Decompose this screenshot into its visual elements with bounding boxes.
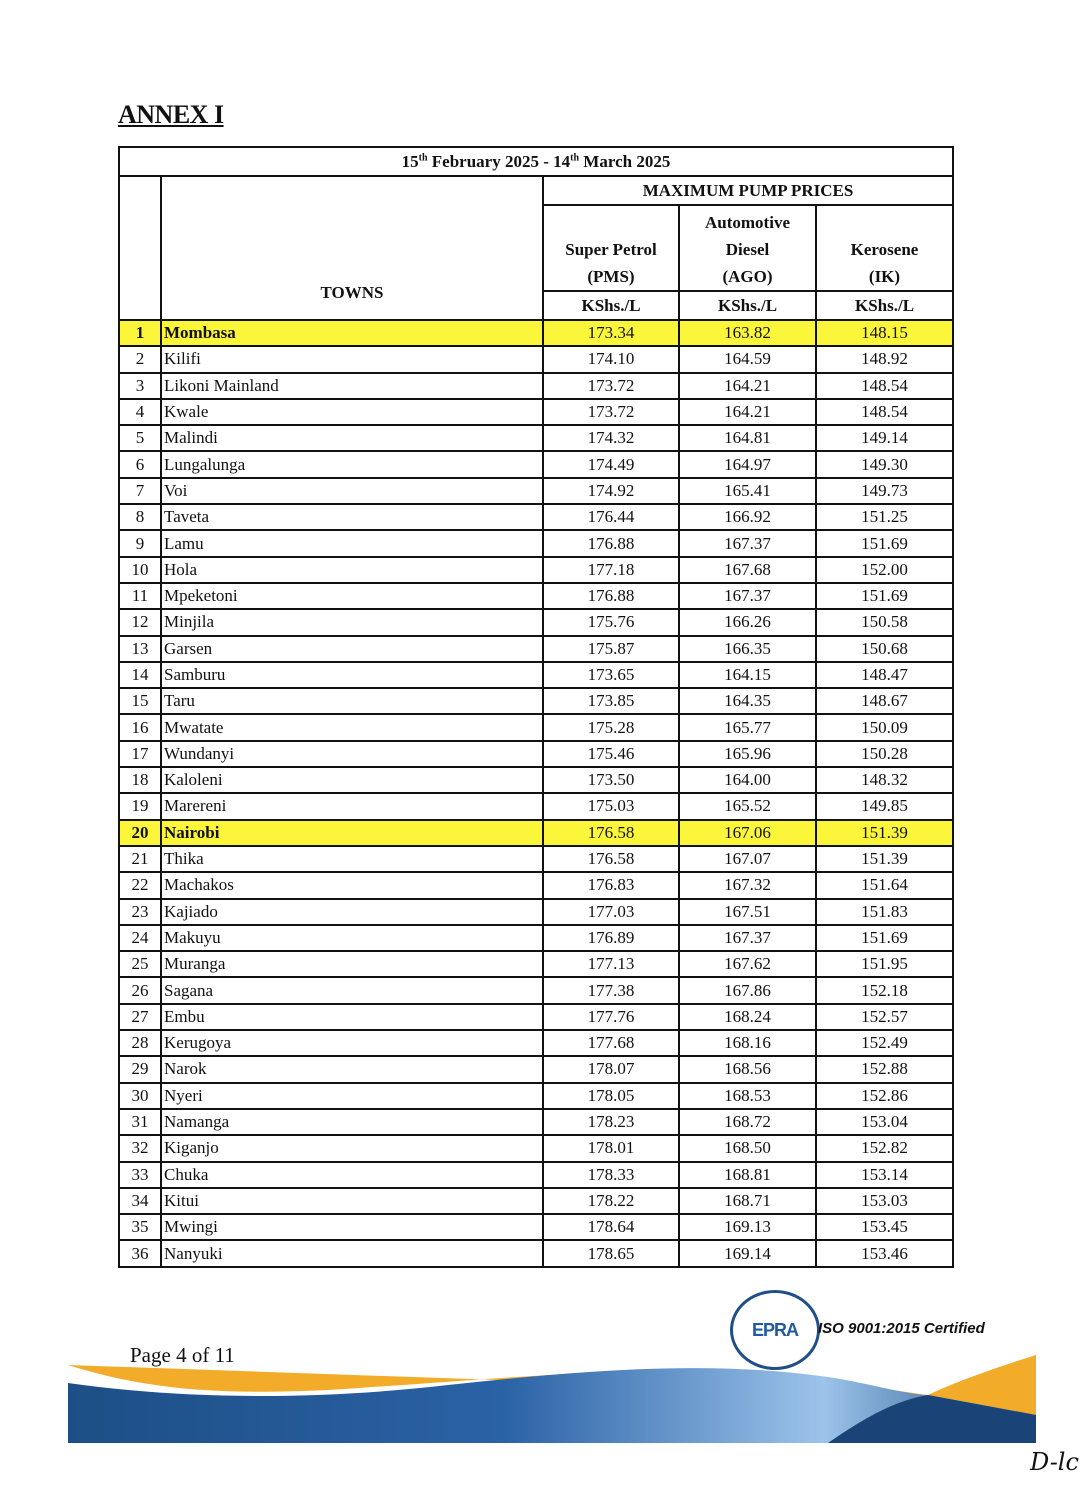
row-number: 31 <box>119 1109 161 1135</box>
town-name: Kajiado <box>161 899 543 925</box>
pms-price: 177.03 <box>543 899 679 925</box>
ik-price: 151.69 <box>816 925 953 951</box>
pms-price: 175.28 <box>543 714 679 740</box>
town-name: Likoni Mainland <box>161 373 543 399</box>
table-row <box>119 925 953 951</box>
table-row <box>119 1109 953 1135</box>
ago-price: 167.06 <box>679 820 816 846</box>
ago-price: 167.37 <box>679 925 816 951</box>
table-row <box>119 478 953 504</box>
towns-header: TOWNS <box>161 176 543 320</box>
ago-price: 168.81 <box>679 1162 816 1188</box>
ik-unit: KShs./L <box>816 291 953 320</box>
ago-price: 168.24 <box>679 1004 816 1030</box>
row-number: 34 <box>119 1188 161 1214</box>
row-number: 21 <box>119 846 161 872</box>
town-name: Nairobi <box>161 820 543 846</box>
pms-price: 178.22 <box>543 1188 679 1214</box>
pms-price: 176.58 <box>543 846 679 872</box>
ago-price: 164.15 <box>679 662 816 688</box>
ik-price: 151.39 <box>816 820 953 846</box>
table-row <box>119 741 953 767</box>
pms-price: 176.44 <box>543 504 679 530</box>
town-name: Marereni <box>161 793 543 819</box>
period-header: 15th February 2025 - 14th March 2025 <box>119 147 953 176</box>
row-number: 7 <box>119 478 161 504</box>
ik-price: 151.69 <box>816 530 953 556</box>
row-number: 25 <box>119 951 161 977</box>
ik-price: 149.14 <box>816 425 953 451</box>
row-number: 24 <box>119 925 161 951</box>
ik-price: 148.54 <box>816 373 953 399</box>
pms-price: 173.72 <box>543 399 679 425</box>
town-name: Kitui <box>161 1188 543 1214</box>
town-name: Kerugoya <box>161 1030 543 1056</box>
pms-price: 178.05 <box>543 1083 679 1109</box>
number-header <box>119 176 161 320</box>
ago-price: 167.62 <box>679 951 816 977</box>
pms-price: 173.34 <box>543 320 679 346</box>
row-number: 33 <box>119 1162 161 1188</box>
town-name: Machakos <box>161 872 543 898</box>
row-number: 22 <box>119 872 161 898</box>
ik-price: 152.00 <box>816 557 953 583</box>
max-pump-prices-header: MAXIMUM PUMP PRICES <box>543 176 953 205</box>
pms-price: 178.64 <box>543 1214 679 1240</box>
table-row <box>119 1240 953 1266</box>
ik-price: 152.57 <box>816 1004 953 1030</box>
table-row <box>119 714 953 740</box>
pms-price: 175.76 <box>543 609 679 635</box>
ik-price: 152.86 <box>816 1083 953 1109</box>
ik-price: 152.88 <box>816 1056 953 1082</box>
town-name: Embu <box>161 1004 543 1030</box>
table-row <box>119 1188 953 1214</box>
ik-price: 153.45 <box>816 1214 953 1240</box>
ago-unit: KShs./L <box>679 291 816 320</box>
town-name: Kilifi <box>161 346 543 372</box>
ik-price: 150.68 <box>816 636 953 662</box>
table-row <box>119 688 953 714</box>
town-name: Nanyuki <box>161 1240 543 1266</box>
table-row <box>119 504 953 530</box>
ago-price: 166.92 <box>679 504 816 530</box>
pms-price: 173.50 <box>543 767 679 793</box>
table-row <box>119 609 953 635</box>
town-name: Minjila <box>161 609 543 635</box>
pms-unit: KShs./L <box>543 291 679 320</box>
ik-price: 151.39 <box>816 846 953 872</box>
row-number: 35 <box>119 1214 161 1240</box>
ago-price: 167.07 <box>679 846 816 872</box>
row-number: 8 <box>119 504 161 530</box>
town-name: Makuyu <box>161 925 543 951</box>
ik-price: 151.25 <box>816 504 953 530</box>
pms-price: 174.32 <box>543 425 679 451</box>
town-name: Kaloleni <box>161 767 543 793</box>
ago-price: 167.37 <box>679 583 816 609</box>
row-number: 10 <box>119 557 161 583</box>
table-row <box>119 1162 953 1188</box>
ik-price: 152.49 <box>816 1030 953 1056</box>
ago-price: 167.86 <box>679 977 816 1003</box>
table-row <box>119 451 953 477</box>
town-name: Sagana <box>161 977 543 1003</box>
ago-price: 166.26 <box>679 609 816 635</box>
row-number: 9 <box>119 530 161 556</box>
town-name: Garsen <box>161 636 543 662</box>
ago-price: 168.56 <box>679 1056 816 1082</box>
row-number: 20 <box>119 820 161 846</box>
town-name: Chuka <box>161 1162 543 1188</box>
page-number: Page 4 of 11 <box>130 1343 235 1367</box>
ik-price: 153.14 <box>816 1162 953 1188</box>
table-row <box>119 346 953 372</box>
town-name: Muranga <box>161 951 543 977</box>
ik-price: 151.64 <box>816 872 953 898</box>
pms-price: 178.33 <box>543 1162 679 1188</box>
ik-price: 150.09 <box>816 714 953 740</box>
ik-price: 151.83 <box>816 899 953 925</box>
ik-price: 149.85 <box>816 793 953 819</box>
table-row <box>119 1030 953 1056</box>
pms-price: 176.88 <box>543 530 679 556</box>
ago-price: 167.32 <box>679 872 816 898</box>
ik-price: 148.32 <box>816 767 953 793</box>
pms-price: 178.07 <box>543 1056 679 1082</box>
pms-price: 177.18 <box>543 557 679 583</box>
ago-price: 165.77 <box>679 714 816 740</box>
ik-price: 149.30 <box>816 451 953 477</box>
pms-price: 174.92 <box>543 478 679 504</box>
row-number: 14 <box>119 662 161 688</box>
pms-price: 177.13 <box>543 951 679 977</box>
ago-price: 164.81 <box>679 425 816 451</box>
row-number: 3 <box>119 373 161 399</box>
table-row <box>119 662 953 688</box>
ik-price: 153.04 <box>816 1109 953 1135</box>
pms-price: 176.58 <box>543 820 679 846</box>
pms-price: 175.87 <box>543 636 679 662</box>
town-name: Voi <box>161 478 543 504</box>
ago-price: 168.72 <box>679 1109 816 1135</box>
ago-price: 164.35 <box>679 688 816 714</box>
ago-price: 167.37 <box>679 530 816 556</box>
table-row <box>119 1056 953 1082</box>
handwritten-initials: D-lc <box>1030 1448 1079 1476</box>
ik-price: 151.69 <box>816 583 953 609</box>
row-number: 1 <box>119 320 161 346</box>
pms-price: 176.89 <box>543 925 679 951</box>
table-row <box>119 1135 953 1161</box>
pms-price: 177.38 <box>543 977 679 1003</box>
ago-price: 168.16 <box>679 1030 816 1056</box>
ago-price: 168.71 <box>679 1188 816 1214</box>
pms-price: 175.03 <box>543 793 679 819</box>
table-row <box>119 793 953 819</box>
row-number: 19 <box>119 793 161 819</box>
pms-price: 175.46 <box>543 741 679 767</box>
pms-price: 173.65 <box>543 662 679 688</box>
table-row <box>119 1214 953 1240</box>
ago-price: 164.59 <box>679 346 816 372</box>
table-row <box>119 977 953 1003</box>
town-name: Malindi <box>161 425 543 451</box>
footer-wave-banner <box>68 1355 1036 1445</box>
table-row <box>119 846 953 872</box>
ago-price: 165.96 <box>679 741 816 767</box>
ago-price: 167.68 <box>679 557 816 583</box>
row-number: 12 <box>119 609 161 635</box>
town-name: Kwale <box>161 399 543 425</box>
pms-price: 173.85 <box>543 688 679 714</box>
pump-prices-table <box>118 146 954 1268</box>
town-name: Mwingi <box>161 1214 543 1240</box>
table-row <box>119 557 953 583</box>
ik-price: 150.58 <box>816 609 953 635</box>
row-number: 13 <box>119 636 161 662</box>
pms-price: 176.88 <box>543 583 679 609</box>
ik-price: 152.82 <box>816 1135 953 1161</box>
annex-title: ANNEX I <box>118 100 224 129</box>
row-number: 23 <box>119 899 161 925</box>
town-name: Thika <box>161 846 543 872</box>
town-name: Kiganjo <box>161 1135 543 1161</box>
town-name: Mwatate <box>161 714 543 740</box>
ago-price: 164.97 <box>679 451 816 477</box>
row-number: 11 <box>119 583 161 609</box>
pms-price: 178.23 <box>543 1109 679 1135</box>
pms-price: 174.10 <box>543 346 679 372</box>
row-number: 29 <box>119 1056 161 1082</box>
ik-price: 151.95 <box>816 951 953 977</box>
table-row <box>119 373 953 399</box>
town-name: Taveta <box>161 504 543 530</box>
iso-certification: ISO 9001:2015 Certified <box>818 1320 985 1337</box>
table-row <box>119 636 953 662</box>
ik-price: 148.67 <box>816 688 953 714</box>
ik-price: 148.15 <box>816 320 953 346</box>
ago-price: 169.13 <box>679 1214 816 1240</box>
ago-price: 168.53 <box>679 1083 816 1109</box>
ago-price: 163.82 <box>679 320 816 346</box>
table-row <box>119 1083 953 1109</box>
pms-price: 177.68 <box>543 1030 679 1056</box>
row-number: 5 <box>119 425 161 451</box>
ik-price: 153.03 <box>816 1188 953 1214</box>
row-number: 4 <box>119 399 161 425</box>
table-row <box>119 320 953 346</box>
table-row <box>119 1004 953 1030</box>
ago-price: 166.35 <box>679 636 816 662</box>
town-name: Wundanyi <box>161 741 543 767</box>
row-number: 2 <box>119 346 161 372</box>
table-row <box>119 399 953 425</box>
ago-price: 164.21 <box>679 373 816 399</box>
town-name: Narok <box>161 1056 543 1082</box>
table-row <box>119 767 953 793</box>
table-row <box>119 820 953 846</box>
ik-price: 148.54 <box>816 399 953 425</box>
ik-header: Kerosene (IK) <box>816 205 953 291</box>
table-row <box>119 951 953 977</box>
town-name: Samburu <box>161 662 543 688</box>
ago-price: 167.51 <box>679 899 816 925</box>
table-row <box>119 425 953 451</box>
epra-logo-icon: EPRA <box>751 1319 798 1340</box>
ago-price: 165.41 <box>679 478 816 504</box>
table-row <box>119 899 953 925</box>
town-name: Mpeketoni <box>161 583 543 609</box>
ik-price: 148.92 <box>816 346 953 372</box>
table-row <box>119 583 953 609</box>
row-number: 6 <box>119 451 161 477</box>
ik-price: 148.47 <box>816 662 953 688</box>
table-row <box>119 872 953 898</box>
town-name: Lungalunga <box>161 451 543 477</box>
row-number: 17 <box>119 741 161 767</box>
row-number: 16 <box>119 714 161 740</box>
pms-price: 177.76 <box>543 1004 679 1030</box>
ago-price: 168.50 <box>679 1135 816 1161</box>
town-name: Namanga <box>161 1109 543 1135</box>
pms-price: 173.72 <box>543 373 679 399</box>
ik-price: 152.18 <box>816 977 953 1003</box>
row-number: 27 <box>119 1004 161 1030</box>
pms-header: Super Petrol (PMS) <box>543 205 679 291</box>
town-name: Lamu <box>161 530 543 556</box>
row-number: 18 <box>119 767 161 793</box>
pms-price: 178.65 <box>543 1240 679 1266</box>
ago-price: 164.21 <box>679 399 816 425</box>
town-name: Nyeri <box>161 1083 543 1109</box>
row-number: 36 <box>119 1240 161 1266</box>
row-number: 30 <box>119 1083 161 1109</box>
town-name: Mombasa <box>161 320 543 346</box>
pms-price: 176.83 <box>543 872 679 898</box>
ago-price: 169.14 <box>679 1240 816 1266</box>
table-row <box>119 530 953 556</box>
town-name: Hola <box>161 557 543 583</box>
ik-price: 153.46 <box>816 1240 953 1266</box>
row-number: 32 <box>119 1135 161 1161</box>
row-number: 26 <box>119 977 161 1003</box>
ik-price: 149.73 <box>816 478 953 504</box>
ik-price: 150.28 <box>816 741 953 767</box>
town-name: Taru <box>161 688 543 714</box>
ago-header: Automotive Diesel (AGO) <box>679 205 816 291</box>
ago-price: 164.00 <box>679 767 816 793</box>
row-number: 15 <box>119 688 161 714</box>
pms-price: 174.49 <box>543 451 679 477</box>
ago-price: 165.52 <box>679 793 816 819</box>
pms-price: 178.01 <box>543 1135 679 1161</box>
row-number: 28 <box>119 1030 161 1056</box>
